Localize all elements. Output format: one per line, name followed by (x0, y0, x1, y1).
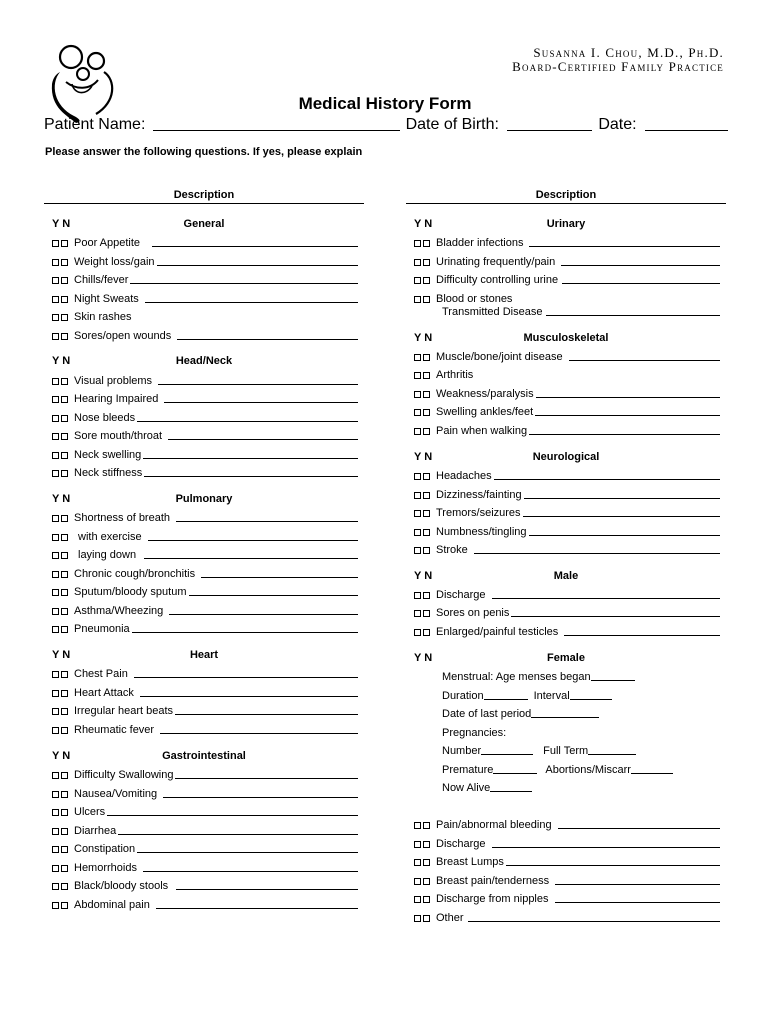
no-checkbox[interactable] (61, 433, 68, 440)
no-checkbox[interactable] (61, 552, 68, 559)
yes-checkbox[interactable] (414, 841, 421, 848)
no-checkbox[interactable] (61, 470, 68, 477)
last-period-question[interactable]: Date of last period (442, 706, 599, 720)
yn-header: Y N (414, 570, 433, 582)
item-rheumatic-fever[interactable]: Rheumatic fever (52, 722, 358, 736)
item-weight-loss-gain[interactable]: Weight loss/gain (52, 254, 358, 268)
yn-header: Y N (52, 493, 71, 505)
yes-checkbox[interactable] (414, 428, 421, 435)
yes-checkbox[interactable] (52, 571, 59, 578)
no-checkbox[interactable] (423, 610, 430, 617)
no-checkbox[interactable] (61, 240, 68, 247)
yes-checkbox[interactable] (52, 608, 59, 615)
no-checkbox[interactable] (423, 354, 430, 361)
item-chest-pain[interactable]: Chest Pain (52, 666, 358, 680)
yes-checkbox[interactable] (52, 791, 59, 798)
yes-checkbox[interactable] (52, 902, 59, 909)
item-poor-appetite[interactable]: Poor Appetite (52, 235, 358, 249)
item-chills-fever[interactable]: Chills/fever (52, 272, 358, 286)
patient-info-line (44, 114, 728, 134)
yes-checkbox[interactable] (52, 396, 59, 403)
yn-header: Y N (52, 649, 71, 661)
no-checkbox[interactable] (61, 671, 68, 678)
item-swelling-ankles-feet[interactable]: Swelling ankles/feet (414, 404, 720, 418)
item-with-exercise[interactable]: with exercise (52, 529, 358, 543)
item-asthma-wheezing[interactable]: Asthma/Wheezing (52, 603, 358, 617)
pregnancies-label: Pregnancies: (442, 727, 507, 739)
no-checkbox[interactable] (423, 409, 430, 416)
yes-checkbox[interactable] (414, 473, 421, 480)
no-checkbox[interactable] (61, 415, 68, 422)
yn-header: Y N (414, 451, 433, 463)
practice-type: Board-Certified Family Practice (512, 59, 724, 74)
no-checkbox[interactable] (61, 259, 68, 266)
item-transmitted-disease[interactable]: Transmitted Disease (442, 304, 720, 318)
no-checkbox[interactable] (61, 314, 68, 321)
form-title: Medical History Form (298, 94, 472, 113)
section-musculoskeletal: Musculoskeletal (523, 332, 609, 344)
yes-checkbox[interactable] (414, 915, 421, 922)
item-enlarged-painful-testicles[interactable]: Enlarged/painful testicles (414, 624, 720, 638)
no-checkbox[interactable] (61, 708, 68, 715)
yes-checkbox[interactable] (52, 690, 59, 697)
no-checkbox[interactable] (61, 626, 68, 633)
date-label: Date: (598, 116, 637, 133)
description-header: Description (406, 189, 726, 204)
yn-header: Y N (414, 218, 433, 230)
no-checkbox[interactable] (61, 828, 68, 835)
item-black-bloody-stools[interactable]: Black/bloody stools (52, 878, 358, 892)
no-checkbox[interactable] (423, 841, 430, 848)
yes-checkbox[interactable] (414, 592, 421, 599)
no-checkbox[interactable] (61, 277, 68, 284)
yes-checkbox[interactable] (52, 809, 59, 816)
item-abdominal-pain[interactable]: Abdominal pain (52, 897, 358, 911)
item-hearing-impaired[interactable]: Hearing Impaired (52, 391, 358, 405)
yes-checkbox[interactable] (52, 333, 59, 340)
item-pneumonia[interactable]: Pneumonia (52, 621, 358, 635)
number-question[interactable]: Number Full Term (442, 743, 636, 757)
yes-checkbox[interactable] (52, 671, 59, 678)
yes-checkbox[interactable] (52, 589, 59, 596)
item-urinating-frequently[interactable]: Urinating frequently/pain (414, 254, 720, 268)
item-muscle-bone-joint[interactable]: Muscle/bone/joint disease (414, 349, 720, 363)
item-skin-rashes[interactable]: Skin rashes (52, 309, 358, 323)
no-checkbox[interactable] (423, 240, 430, 247)
yes-checkbox[interactable] (52, 314, 59, 321)
item-hemorrhoids[interactable]: Hemorrhoids (52, 860, 358, 874)
patient-name-label: Patient Name: (44, 116, 146, 133)
yn-header: Y N (414, 652, 433, 664)
yes-checkbox[interactable] (52, 846, 59, 853)
item-night-sweats[interactable]: Night Sweats (52, 291, 358, 305)
item-chronic-cough[interactable]: Chronic cough/bronchitis (52, 566, 358, 580)
now-alive-question[interactable]: Now Alive (442, 780, 532, 794)
item-headaches[interactable]: Headaches (414, 468, 720, 482)
yes-checkbox[interactable] (52, 883, 59, 890)
yes-checkbox[interactable] (414, 896, 421, 903)
yes-checkbox[interactable] (414, 878, 421, 885)
item-numbness-tingling[interactable]: Numbness/tingling (414, 524, 720, 538)
yes-checkbox[interactable] (52, 277, 59, 284)
item-ulcers[interactable]: Ulcers (52, 804, 358, 818)
yes-checkbox[interactable] (414, 629, 421, 636)
instructions: Please answer the following questions. If yes, please explain (45, 146, 363, 158)
no-checkbox[interactable] (423, 473, 430, 480)
item-visual-problems[interactable]: Visual problems (52, 373, 358, 387)
section-general: General (183, 218, 225, 230)
section-pulmonary: Pulmonary (175, 493, 233, 505)
yes-checkbox[interactable] (414, 529, 421, 536)
yes-checkbox[interactable] (414, 409, 421, 416)
no-checkbox[interactable] (61, 902, 68, 909)
section-heart: Heart (189, 649, 219, 661)
date-field[interactable] (645, 116, 728, 131)
item-irregular-heart-beats[interactable]: Irregular heart beats (52, 703, 358, 717)
yes-checkbox[interactable] (52, 515, 59, 522)
yes-checkbox[interactable] (414, 510, 421, 517)
no-checkbox[interactable] (61, 571, 68, 578)
item-female-discharge[interactable]: Discharge (414, 836, 720, 850)
yes-checkbox[interactable] (52, 470, 59, 477)
item-discharge-from-nipples[interactable]: Discharge from nipples (414, 891, 720, 905)
no-checkbox[interactable] (61, 452, 68, 459)
item-dizziness-fainting[interactable]: Dizziness/fainting (414, 487, 720, 501)
yes-checkbox[interactable] (52, 259, 59, 266)
yes-checkbox[interactable] (414, 372, 421, 379)
section-female: Female (547, 652, 585, 664)
item-neck-stiffness[interactable]: Neck stiffness (52, 465, 358, 479)
yn-header: Y N (414, 332, 433, 344)
item-pain-when-walking[interactable]: Pain when walking (414, 423, 720, 437)
no-checkbox[interactable] (423, 896, 430, 903)
no-checkbox[interactable] (61, 846, 68, 853)
no-checkbox[interactable] (61, 791, 68, 798)
no-checkbox[interactable] (61, 772, 68, 779)
premature-question[interactable]: Premature Abortions/Miscarr (442, 762, 673, 776)
no-checkbox[interactable] (61, 378, 68, 385)
practice-name: Susanna I. Chou, M.D., Ph.D. (533, 45, 724, 60)
yes-checkbox[interactable] (52, 865, 59, 872)
item-pain-abnormal-bleeding[interactable]: Pain/abnormal bleeding (414, 817, 720, 831)
yes-checkbox[interactable] (52, 378, 59, 385)
yn-header: Y N (52, 355, 71, 367)
yes-checkbox[interactable] (414, 259, 421, 266)
item-blood-or-stones[interactable]: Blood or stones (414, 291, 720, 305)
item-diarrhea[interactable]: Diarrhea (52, 823, 358, 837)
no-checkbox[interactable] (61, 333, 68, 340)
yes-checkbox[interactable] (414, 277, 421, 284)
yes-checkbox[interactable] (414, 354, 421, 361)
item-difficulty-swallowing[interactable]: Difficulty Swallowing (52, 767, 358, 781)
no-checkbox[interactable] (423, 492, 430, 499)
yes-checkbox[interactable] (52, 626, 59, 633)
item-other[interactable]: Other (414, 910, 720, 924)
item-heart-attack[interactable]: Heart Attack (52, 685, 358, 699)
no-checkbox[interactable] (61, 534, 68, 541)
section-gastrointestinal: Gastrointestinal (162, 750, 246, 762)
yes-checkbox[interactable] (52, 240, 59, 247)
yes-checkbox[interactable] (414, 610, 421, 617)
no-checkbox[interactable] (423, 277, 430, 284)
yes-checkbox[interactable] (414, 296, 421, 303)
no-checkbox[interactable] (61, 396, 68, 403)
item-sores-on-penis[interactable]: Sores on penis (414, 605, 720, 619)
section-neurological: Neurological (532, 451, 600, 463)
yes-checkbox[interactable] (52, 772, 59, 779)
description-header: Description (44, 189, 364, 204)
no-checkbox[interactable] (423, 259, 430, 266)
item-sore-mouth-throat[interactable]: Sore mouth/throat (52, 428, 358, 442)
item-male-discharge[interactable]: Discharge (414, 587, 720, 601)
no-checkbox[interactable] (423, 629, 430, 636)
yes-checkbox[interactable] (414, 547, 421, 554)
no-checkbox[interactable] (423, 428, 430, 435)
yes-checkbox[interactable] (414, 859, 421, 866)
section-head-neck: Head/Neck (175, 355, 233, 367)
no-checkbox[interactable] (423, 878, 430, 885)
section-male: Male (553, 570, 579, 582)
patient-name-field[interactable] (153, 116, 399, 131)
no-checkbox[interactable] (61, 690, 68, 697)
item-constipation[interactable]: Constipation (52, 841, 358, 855)
no-checkbox[interactable] (423, 391, 430, 398)
yes-checkbox[interactable] (52, 708, 59, 715)
no-checkbox[interactable] (61, 515, 68, 522)
practice-header (512, 46, 724, 74)
yes-checkbox[interactable] (52, 828, 59, 835)
item-laying-down[interactable]: laying down (52, 547, 358, 561)
section-urinary: Urinary (546, 218, 586, 230)
yes-checkbox[interactable] (414, 240, 421, 247)
yes-checkbox[interactable] (52, 296, 59, 303)
item-sputum[interactable]: Sputum/bloody sputum (52, 584, 358, 598)
item-shortness-of-breath[interactable]: Shortness of breath (52, 510, 358, 524)
yes-checkbox[interactable] (414, 822, 421, 829)
dob-field[interactable] (507, 116, 592, 131)
no-checkbox[interactable] (423, 529, 430, 536)
item-stroke[interactable]: Stroke (414, 542, 720, 556)
no-checkbox[interactable] (423, 296, 430, 303)
no-checkbox[interactable] (423, 547, 430, 554)
yes-checkbox[interactable] (52, 534, 59, 541)
yes-checkbox[interactable] (52, 452, 59, 459)
item-breast-pain-tenderness[interactable]: Breast pain/tenderness (414, 873, 720, 887)
item-nausea-vomiting[interactable]: Nausea/Vomiting (52, 786, 358, 800)
no-checkbox[interactable] (423, 372, 430, 379)
no-checkbox[interactable] (423, 822, 430, 829)
yn-header: Y N (52, 750, 71, 762)
no-checkbox[interactable] (423, 510, 430, 517)
item-weakness-paralysis[interactable]: Weakness/paralysis (414, 386, 720, 400)
no-checkbox[interactable] (61, 809, 68, 816)
menstrual-question[interactable]: Menstrual: Age menses began (442, 669, 635, 683)
yes-checkbox[interactable] (52, 433, 59, 440)
no-checkbox[interactable] (61, 608, 68, 615)
no-checkbox[interactable] (61, 589, 68, 596)
item-arthritis[interactable]: Arthritis (414, 367, 720, 381)
no-checkbox[interactable] (61, 296, 68, 303)
item-breast-lumps[interactable]: Breast Lumps (414, 854, 720, 868)
yes-checkbox[interactable] (414, 492, 421, 499)
item-sores-open-wounds[interactable]: Sores/open wounds (52, 328, 358, 342)
item-difficulty-controlling-urine[interactable]: Difficulty controlling urine (414, 272, 720, 286)
no-checkbox[interactable] (423, 859, 430, 866)
no-checkbox[interactable] (61, 883, 68, 890)
no-checkbox[interactable] (423, 915, 430, 922)
no-checkbox[interactable] (423, 592, 430, 599)
item-neck-swelling[interactable]: Neck swelling (52, 447, 358, 461)
yes-checkbox[interactable] (52, 415, 59, 422)
no-checkbox[interactable] (61, 727, 68, 734)
yn-header: Y N (52, 218, 71, 230)
item-nose-bleeds[interactable]: Nose bleeds (52, 410, 358, 424)
no-checkbox[interactable] (61, 865, 68, 872)
dob-label: Date of Birth: (405, 116, 499, 133)
item-bladder-infections[interactable]: Bladder infections (414, 235, 720, 249)
yes-checkbox[interactable] (52, 552, 59, 559)
yes-checkbox[interactable] (414, 391, 421, 398)
item-tremors-seizures[interactable]: Tremors/seizures (414, 505, 720, 519)
duration-question[interactable]: Duration Interval (442, 688, 612, 702)
yes-checkbox[interactable] (52, 727, 59, 734)
